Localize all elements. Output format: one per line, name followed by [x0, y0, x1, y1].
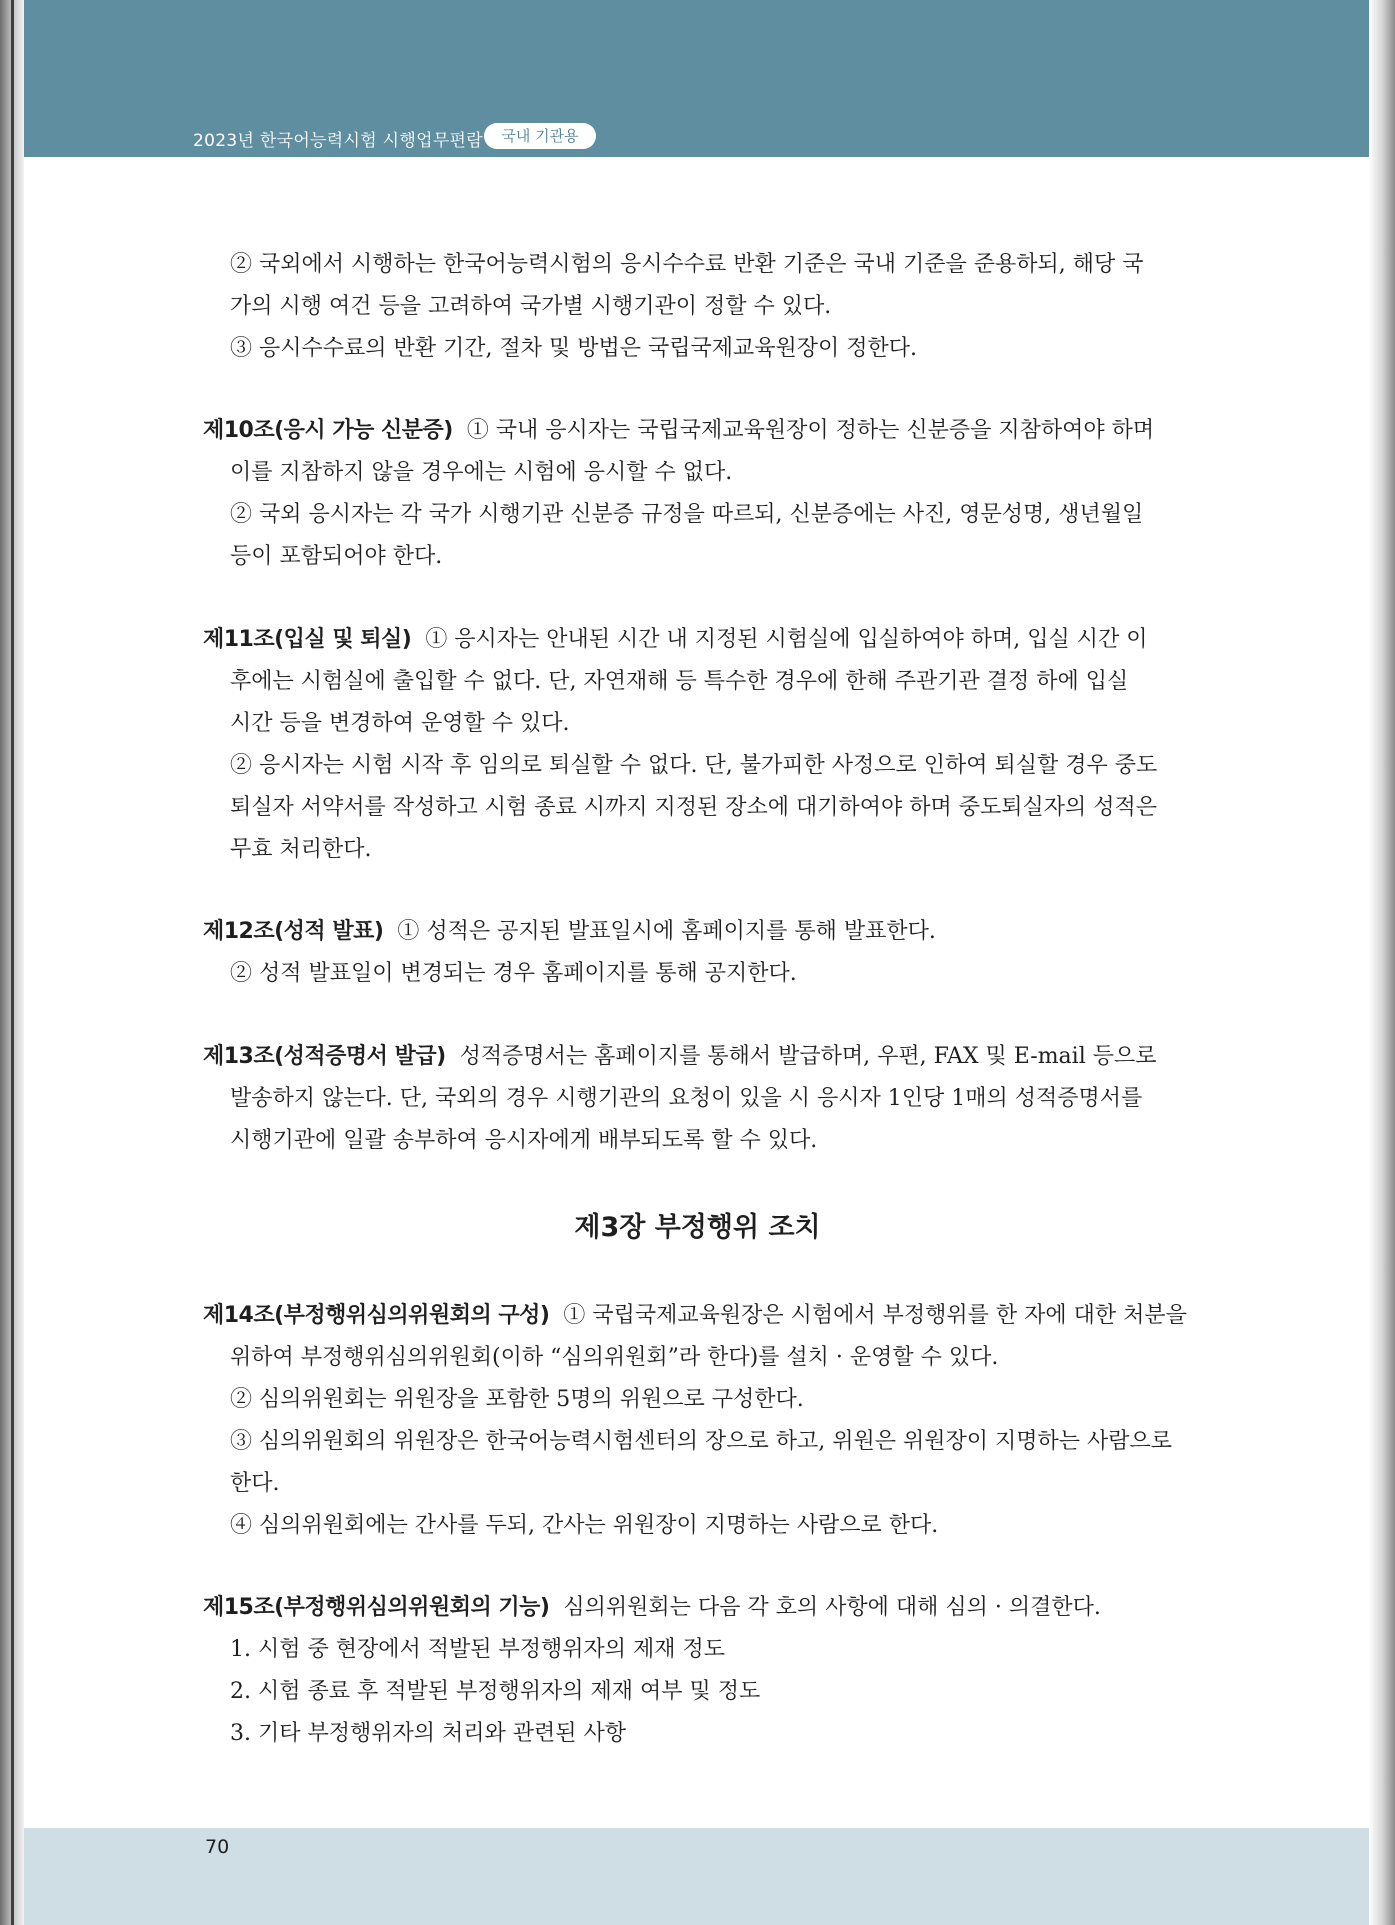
header-badge: 국내 기관용 — [484, 123, 596, 149]
paragraph-line: 발송하지 않는다. 단, 국외의 경우 시행기관의 요청이 있을 시 응시자 1인당 1매의 성적증명서를 — [230, 1086, 1143, 1111]
paragraph-line: ② 응시자는 시험 시작 후 임의로 퇴실할 수 없다. 단, 불가피한 사정으로 인하여 퇴실할 경우 중도 — [230, 753, 1158, 778]
page-number: 70 — [205, 1836, 230, 1858]
paragraph-line: 퇴실자 서약서를 작성하고 시험 종료 시까지 지정된 장소에 대기하여야 하며 중도퇴실자의 성적은 — [230, 795, 1158, 820]
paragraph-line: 가의 시행 여건 등을 고려하여 국가별 시행기관이 정할 수 있다. — [230, 294, 832, 319]
article-14 — [203, 1295, 1223, 1547]
paragraph-line: ② 성적 발표일이 변경되는 경우 홈페이지를 통해 공지한다. — [230, 961, 797, 986]
header-title: 2023년 한국어능력시험 시행업무편람 — [193, 131, 483, 151]
paragraph-line: 이를 지참하지 않을 경우에는 시험에 응시할 수 없다. — [230, 460, 733, 485]
list-item: 1. 시험 중 현장에서 적발된 부정행위자의 제재 정도 — [230, 1637, 725, 1662]
article-11 — [203, 619, 1223, 871]
article-9-continued — [203, 244, 1223, 370]
paragraph-line: 시행기관에 일괄 송부하여 응시자에게 배부되도록 할 수 있다. — [230, 1128, 818, 1153]
paragraph-line: ① 국내 응시자는 국립국제교육원장이 정하는 신분증을 지참하여야 하며 — [466, 418, 1155, 443]
paragraph-line: 위하여 부정행위심의위원회(이하 “심의위원회”라 한다)를 설치 · 운영할 수 있다. — [230, 1345, 999, 1370]
paragraph-line: 등이 포함되어야 한다. — [230, 544, 443, 569]
paragraph-line: ② 국외 응시자는 각 국가 시행기관 신분증 규정을 따르되, 신분증에는 사진, 영문성명, 생년월일 — [230, 502, 1144, 527]
list-item: 3. 기타 부정행위자의 처리와 관련된 사항 — [230, 1721, 626, 1746]
article-13 — [203, 1036, 1223, 1162]
paragraph-line: ① 성적은 공지된 발표일시에 홈페이지를 통해 발표한다. — [397, 919, 936, 944]
article-12 — [203, 911, 1223, 995]
paragraph-line: ③ 응시수수료의 반환 기간, 절차 및 방법은 국립국제교육원장이 정한다. — [230, 336, 917, 361]
list-item: 2. 시험 종료 후 적발된 부정행위자의 제재 여부 및 정도 — [230, 1679, 761, 1704]
article-title: 제11조(입실 및 퇴실) — [203, 627, 412, 652]
paragraph-line: 후에는 시험실에 출입할 수 없다. 단, 자연재해 등 특수한 경우에 한해 주관기관 결정 하에 입실 — [230, 669, 1129, 694]
article-title: 제12조(성적 발표) — [203, 919, 384, 944]
paragraph-line: 시간 등을 변경하여 운영할 수 있다. — [230, 711, 570, 736]
paragraph-line: 한다. — [230, 1471, 280, 1496]
paragraph-line: ① 국립국제교육원장은 시험에서 부정행위를 한 자에 대한 처분을 — [563, 1303, 1187, 1328]
page-edge-shadow — [1369, 0, 1395, 1925]
article-15 — [203, 1587, 1223, 1755]
chapter-heading: 제3장 부정행위 조치 — [574, 1212, 821, 1243]
article-10 — [203, 410, 1223, 578]
article-title: 제14조(부정행위심의위원회의 구성) — [203, 1303, 550, 1328]
paragraph-line: ① 응시자는 안내된 시간 내 지정된 시험실에 입실하여야 하며, 입실 시간 이 — [425, 627, 1148, 652]
paragraph-line: 성적증명서는 홈페이지를 통해서 발급하며, 우편, FAX 및 E-mail 등으로 — [459, 1044, 1157, 1069]
article-title: 제13조(성적증명서 발급) — [203, 1044, 446, 1069]
book-spine-line — [11, 0, 14, 1925]
paragraph-line: ② 심의위원회는 위원장을 포함한 5명의 위원으로 구성한다. — [230, 1387, 804, 1412]
paragraph-line: 심의위원회는 다음 각 호의 사항에 대해 심의 · 의결한다. — [563, 1595, 1101, 1620]
paragraph-line: ④ 심의위원회에는 간사를 두되, 간사는 위원장이 지명하는 사람으로 한다. — [230, 1513, 939, 1538]
article-title: 제10조(응시 가능 신분증) — [203, 418, 453, 443]
paragraph-line: 무효 처리한다. — [230, 837, 372, 862]
paragraph-line: ② 국외에서 시행하는 한국어능력시험의 응시수수료 반환 기준은 국내 기준을 준용하되, 해당 국 — [230, 252, 1144, 277]
article-title: 제15조(부정행위심의위원회의 기능) — [203, 1595, 550, 1620]
paragraph-line: ③ 심의위원회의 위원장은 한국어능력시험센터의 장으로 하고, 위원은 위원장이 지명하는 사람으로 — [230, 1429, 1173, 1454]
